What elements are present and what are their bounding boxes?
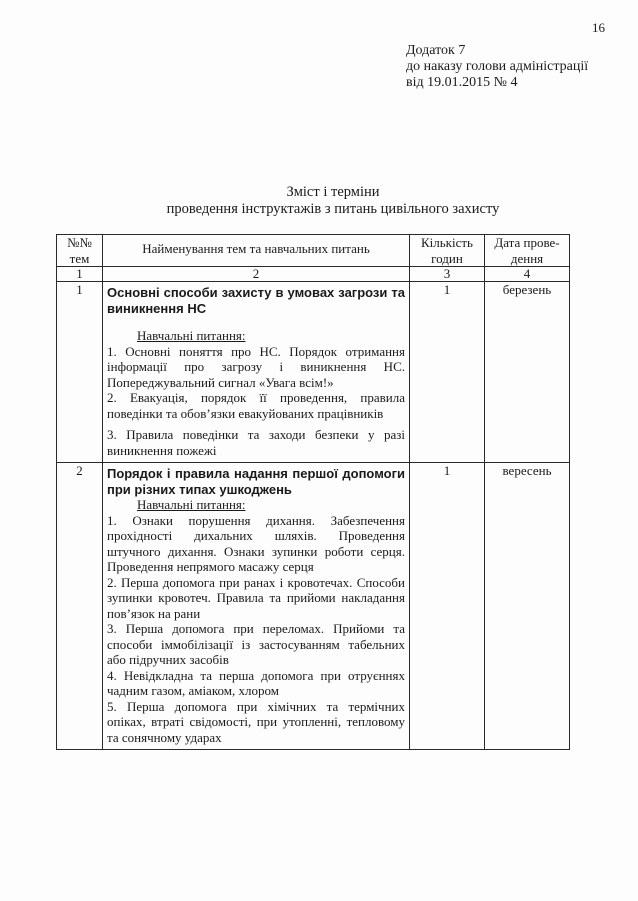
page-number: 16	[592, 20, 605, 35]
topic-content	[103, 463, 410, 750]
topic-item: 3. Правила поведінки та заходи безпеки у разі виникнення пожежі	[107, 427, 405, 458]
table-row	[57, 463, 570, 750]
topic-item: 2. Евакуація, порядок її проведення, правила поведінки та обов’язки евакуйованих працівників	[107, 390, 405, 421]
topic-number: 2	[57, 463, 103, 750]
topic-title: Основні способи захисту в умовах загрози та виникнення НС	[107, 285, 405, 316]
topic-date: вересень	[485, 463, 570, 750]
topic-item: 2. Перша допомога при ранах і кровотечах. Способи зупинки кровотеч. Правила та прийоми накладання пов’язок на рани	[107, 574, 405, 621]
document-title	[0, 184, 638, 218]
topic-hours: 1	[410, 282, 485, 463]
header-hours: Кількість годин	[410, 235, 485, 267]
annex-title: Додаток 7	[406, 43, 466, 58]
table-row	[57, 282, 570, 463]
title-line-2: проведення інструктажів з питань цивільного захисту	[166, 201, 500, 217]
instruction-table	[56, 234, 570, 750]
column-number: 3	[410, 267, 485, 282]
topic-subheading: Навчальні питання:	[137, 328, 246, 343]
topic-hours: 1	[410, 463, 485, 750]
header-topic-name: Найменування тем та навчальних питань	[103, 235, 410, 267]
column-number-row	[57, 267, 570, 282]
topic-title: Порядок і правила надання першої допомоги при різних типах ушкоджень	[107, 466, 405, 497]
column-number: 1	[57, 267, 103, 282]
column-number: 4	[485, 267, 570, 282]
topic-item: 4. Невідкладна та перша допомога при отруєннях чадним газом, аміаком, хлором	[107, 667, 405, 698]
title-line-1: Зміст і терміни	[286, 184, 380, 200]
topic-item: 3. Перша допомога при переломах. Прийоми та способи іммобілізації із застосуванням табельних або підручних засобів	[107, 621, 405, 667]
topic-item: 1. Основні поняття про НС. Порядок отримання інформації про загрозу і виникнення НС. Попереджувальний сигнал «Увага всім!»	[107, 343, 405, 390]
annex-block	[406, 43, 588, 91]
topic-date: березень	[485, 282, 570, 463]
annex-order-ref: до наказу голови адміністрації	[406, 59, 589, 74]
table-header-row	[57, 235, 570, 267]
topic-content	[103, 282, 410, 463]
header-topic-number: №№ тем	[57, 235, 103, 267]
topic-subheading: Навчальні питання:	[137, 497, 246, 512]
topic-item: 5. Перша допомога при хімічних та термічних опіках, втраті свідомості, при утопленні, тепловому та сонячному ударах	[107, 698, 405, 745]
annex-order-date: від 19.01.2015 № 4	[406, 75, 518, 90]
header-date: Дата прове-дення	[485, 235, 570, 267]
column-number: 2	[103, 267, 410, 282]
topic-number: 1	[57, 282, 103, 463]
topic-item: 1. Ознаки порушення дихання. Забезпечення прохідності дихальних шляхів. Проведення штучного дихання. Ознаки зупинки роботи серця. Проведення непрямого масажу серця	[107, 512, 405, 574]
